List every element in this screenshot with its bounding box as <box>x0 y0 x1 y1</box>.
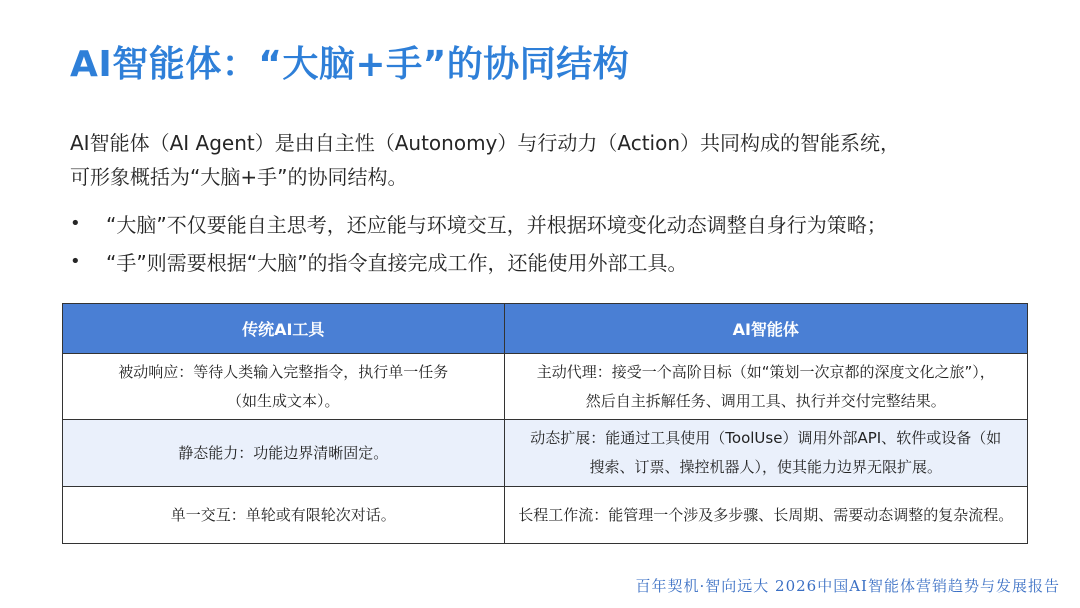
intro-paragraph <box>70 126 1030 194</box>
cell-dynamic-extension <box>504 420 1027 487</box>
intro-line-1: AI智能体（AI Agent）是由自主性（Autonomy）与行动力（Action）共同构成的智能系统， <box>70 131 901 155</box>
comparison-table <box>62 303 1028 544</box>
bullet-item-hand <box>70 242 1060 280</box>
intro-line-2: 可形象概括为“大脑+手”的协同结构。 <box>70 165 408 189</box>
cell-line: 动态扩展：能通过工具使用（ToolUse）调用外部API、软件或设备（如 <box>530 429 1002 447</box>
table-header-row <box>63 304 1028 354</box>
cell-static-capability <box>63 420 505 487</box>
bullet-item-brain <box>70 204 1060 242</box>
cell-line: 长程工作流：能管理一个涉及多步骤、长周期、需要动态调整的复杂流程。 <box>518 505 1014 524</box>
table-row <box>63 354 1028 420</box>
bullet-marker: • <box>70 250 81 272</box>
bullet-marker: • <box>70 212 81 234</box>
cell-single-interaction <box>63 487 505 544</box>
cell-line: 然后自主拆解任务、调用工具、执行并交付完整结果。 <box>585 391 946 410</box>
cell-long-workflow <box>504 487 1027 544</box>
table-row <box>63 420 1028 487</box>
cell-line: 静态能力：功能边界清晰固定。 <box>178 443 389 462</box>
footer-report-title: 百年契机·智向远大 2026中国AI智能体营销趋势与发展报告 <box>635 577 1060 595</box>
header-traditional-ai-tools: 传统AI工具 <box>63 304 505 354</box>
cell-active-agent <box>504 354 1027 420</box>
header-ai-agent: AI智能体 <box>504 304 1027 354</box>
cell-line: 主动代理：接受一个高阶目标（如“策划一次京都的深度文化之旅”）， <box>536 362 995 381</box>
cell-passive-response <box>63 354 505 420</box>
bullet-text-brain: “大脑”不仅要能自主思考，还应能与环境交互，并根据环境变化动态调整自身行为策略； <box>106 212 887 237</box>
cell-line: 被动响应：等待人类输入完整指令，执行单一任务 <box>118 362 449 381</box>
cell-line: （如生成文本）。 <box>227 391 340 410</box>
slide-title: AI智能体：“大脑+手”的协同结构 <box>70 44 630 85</box>
bullet-list <box>70 204 1060 280</box>
table-row <box>63 487 1028 544</box>
bullet-text-hand: “手”则需要根据“大脑”的指令直接完成工作，还能使用外部工具。 <box>106 250 688 275</box>
cell-line: 单一交互：单轮或有限轮次对话。 <box>170 505 396 524</box>
cell-line: 搜索、订票、操控机器人），使其能力边界无限扩展。 <box>589 458 943 476</box>
